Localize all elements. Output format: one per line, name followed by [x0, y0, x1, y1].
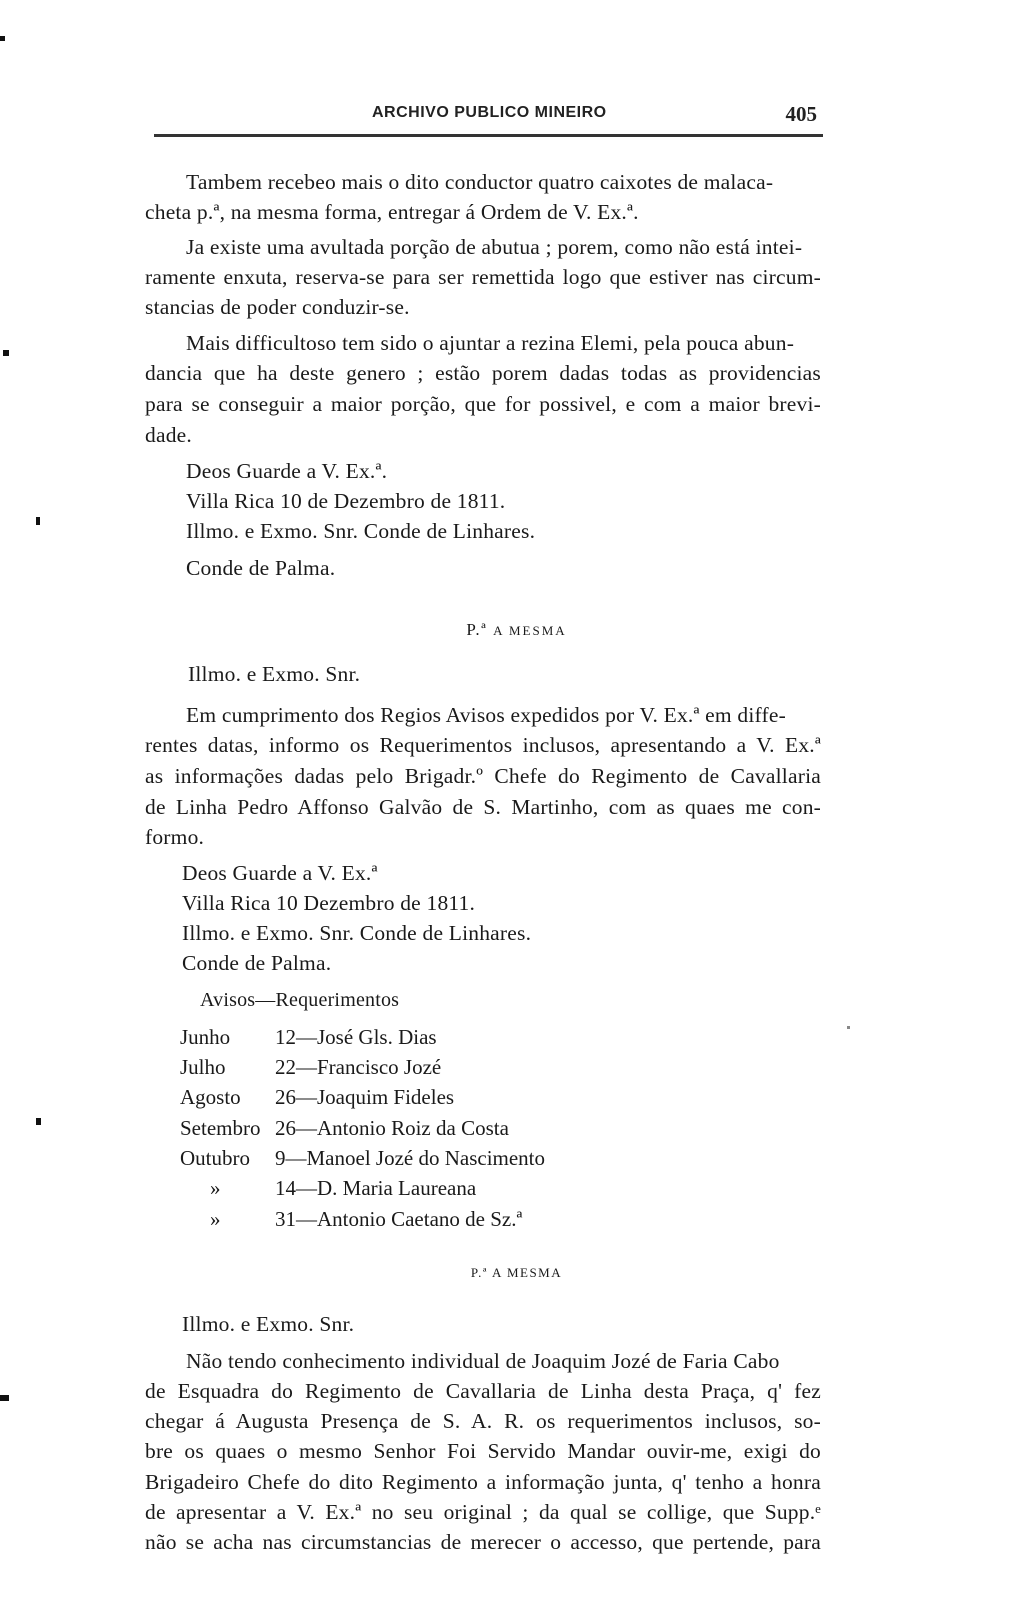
closing-line: Villa Rica 10 Dezembro de 1811. [182, 891, 476, 915]
closing-line: Villa Rica 10 de Dezembro de 1811. [186, 489, 506, 513]
text-line: Tambem recebeo mais o dito conductor quatro caixotes de malaca- [186, 170, 774, 194]
section-heading: P.ª A MESMA [470, 1265, 563, 1280]
list-month: Agosto [180, 1085, 241, 1109]
text-line: as informações dadas pelo Brigadr.º Chefe do Regimento de Cavallaria [145, 764, 821, 788]
scan-speck [36, 517, 40, 525]
list-month: Setembro [180, 1116, 261, 1140]
list-entry: 22—Francisco Jozé [275, 1055, 442, 1079]
text-line: rentes datas, informo os Requerimentos inclusos, apresentando a V. Ex.ª [145, 733, 821, 757]
list-month: » [210, 1176, 221, 1200]
text-line: dade. [145, 423, 192, 447]
scan-speck [3, 350, 9, 356]
closing-line: Deos Guarde a V. Ex.ª. [186, 459, 388, 483]
scan-speck [0, 1395, 9, 1401]
header-title: ARCHIVO PUBLICO MINEIRO [372, 104, 607, 121]
heading-abbrev: P.ª [466, 620, 488, 639]
text-line: de Esquadra do Regimento de Cavallaria de Linha desta Praça, q' fez [145, 1379, 821, 1403]
closing-line: Illmo. e Exmo. Snr. Conde de Linhares. [186, 519, 536, 543]
text-line: stancias de poder conduzir-se. [145, 295, 410, 319]
list-entry: 9—Manoel Jozé do Nascimento [275, 1146, 546, 1170]
text-line: de apresentar a V. Ex.ª no seu original ; da qual se collige, que Supp.ᵉ [145, 1500, 821, 1524]
scan-speck [36, 1118, 41, 1125]
scan-speck [847, 1026, 850, 1029]
text-line: bre os quaes o mesmo Senhor Foi Servido Mandar ouvir-me, exigi do [145, 1439, 821, 1463]
text-line: Mais difficultoso tem sido o ajuntar a rezina Elemi, pela pouca abun- [186, 331, 795, 355]
text-line: chegar á Augusta Presença de S. A. R. os requerimentos inclusos, so- [145, 1409, 821, 1433]
signature-line: Conde de Palma. [182, 951, 332, 975]
list-entry: 14—D. Maria Laureana [275, 1176, 477, 1200]
text-line: cheta p.ª, na mesma forma, entregar á Ordem de V. Ex.ª. [145, 200, 639, 224]
text-line: não se acha nas circumstancias de merecer o accesso, que pertende, para [145, 1530, 821, 1554]
heading-rest: A MESMA [493, 623, 567, 638]
scan-speck [0, 36, 5, 41]
list-month: Julho [180, 1055, 226, 1079]
text-line: para se conseguir a maior porção, que for possivel, e com a maior brevi- [145, 392, 821, 416]
running-header [154, 104, 823, 130]
signature-line: Conde de Palma. [186, 556, 336, 580]
list-entry: 26—Antonio Roiz da Costa [275, 1116, 509, 1140]
list-entry: 12—José Gls. Dias [275, 1025, 437, 1049]
text-line: dancia que ha deste genero ; estão porem dadas todas as providencias [145, 361, 821, 385]
list-month: Outubro [180, 1146, 250, 1170]
page-number: 405 [785, 102, 817, 126]
salutation: Illmo. e Exmo. Snr. [182, 1312, 355, 1336]
text-line: Não tendo conhecimento individual de Joaquim Jozé de Faria Cabo [186, 1349, 780, 1373]
text-line: ramente enxuta, reserva-se para ser remettida logo que estiver nas circum- [145, 265, 821, 289]
text-line: formo. [145, 825, 205, 849]
list-heading: Avisos—Requerimentos [200, 989, 400, 1011]
text-line: Em cumprimento dos Regios Avisos expedidos por V. Ex.ª em diffe- [186, 703, 786, 727]
header-rule [154, 134, 823, 137]
list-entry: 26—Joaquim Fideles [275, 1085, 455, 1109]
text-line: Brigadeiro Chefe do dito Regimento a informação junta, q' tenho a honra [145, 1470, 821, 1494]
list-month: Junho [180, 1025, 231, 1049]
list-entry: 31—Antonio Caetano de Sz.ª [275, 1207, 523, 1231]
closing-line: Deos Guarde a V. Ex.ª [182, 861, 378, 885]
section-heading [0, 620, 1033, 640]
list-month: » [210, 1207, 221, 1231]
text-line: de Linha Pedro Affonso Galvão de S. Martinho, com as quaes me con- [145, 795, 821, 819]
closing-line: Illmo. e Exmo. Snr. Conde de Linhares. [182, 921, 532, 945]
salutation: Illmo. e Exmo. Snr. [188, 662, 361, 686]
text-line: Ja existe uma avultada porção de abutua ; porem, como não está intei- [186, 235, 803, 259]
